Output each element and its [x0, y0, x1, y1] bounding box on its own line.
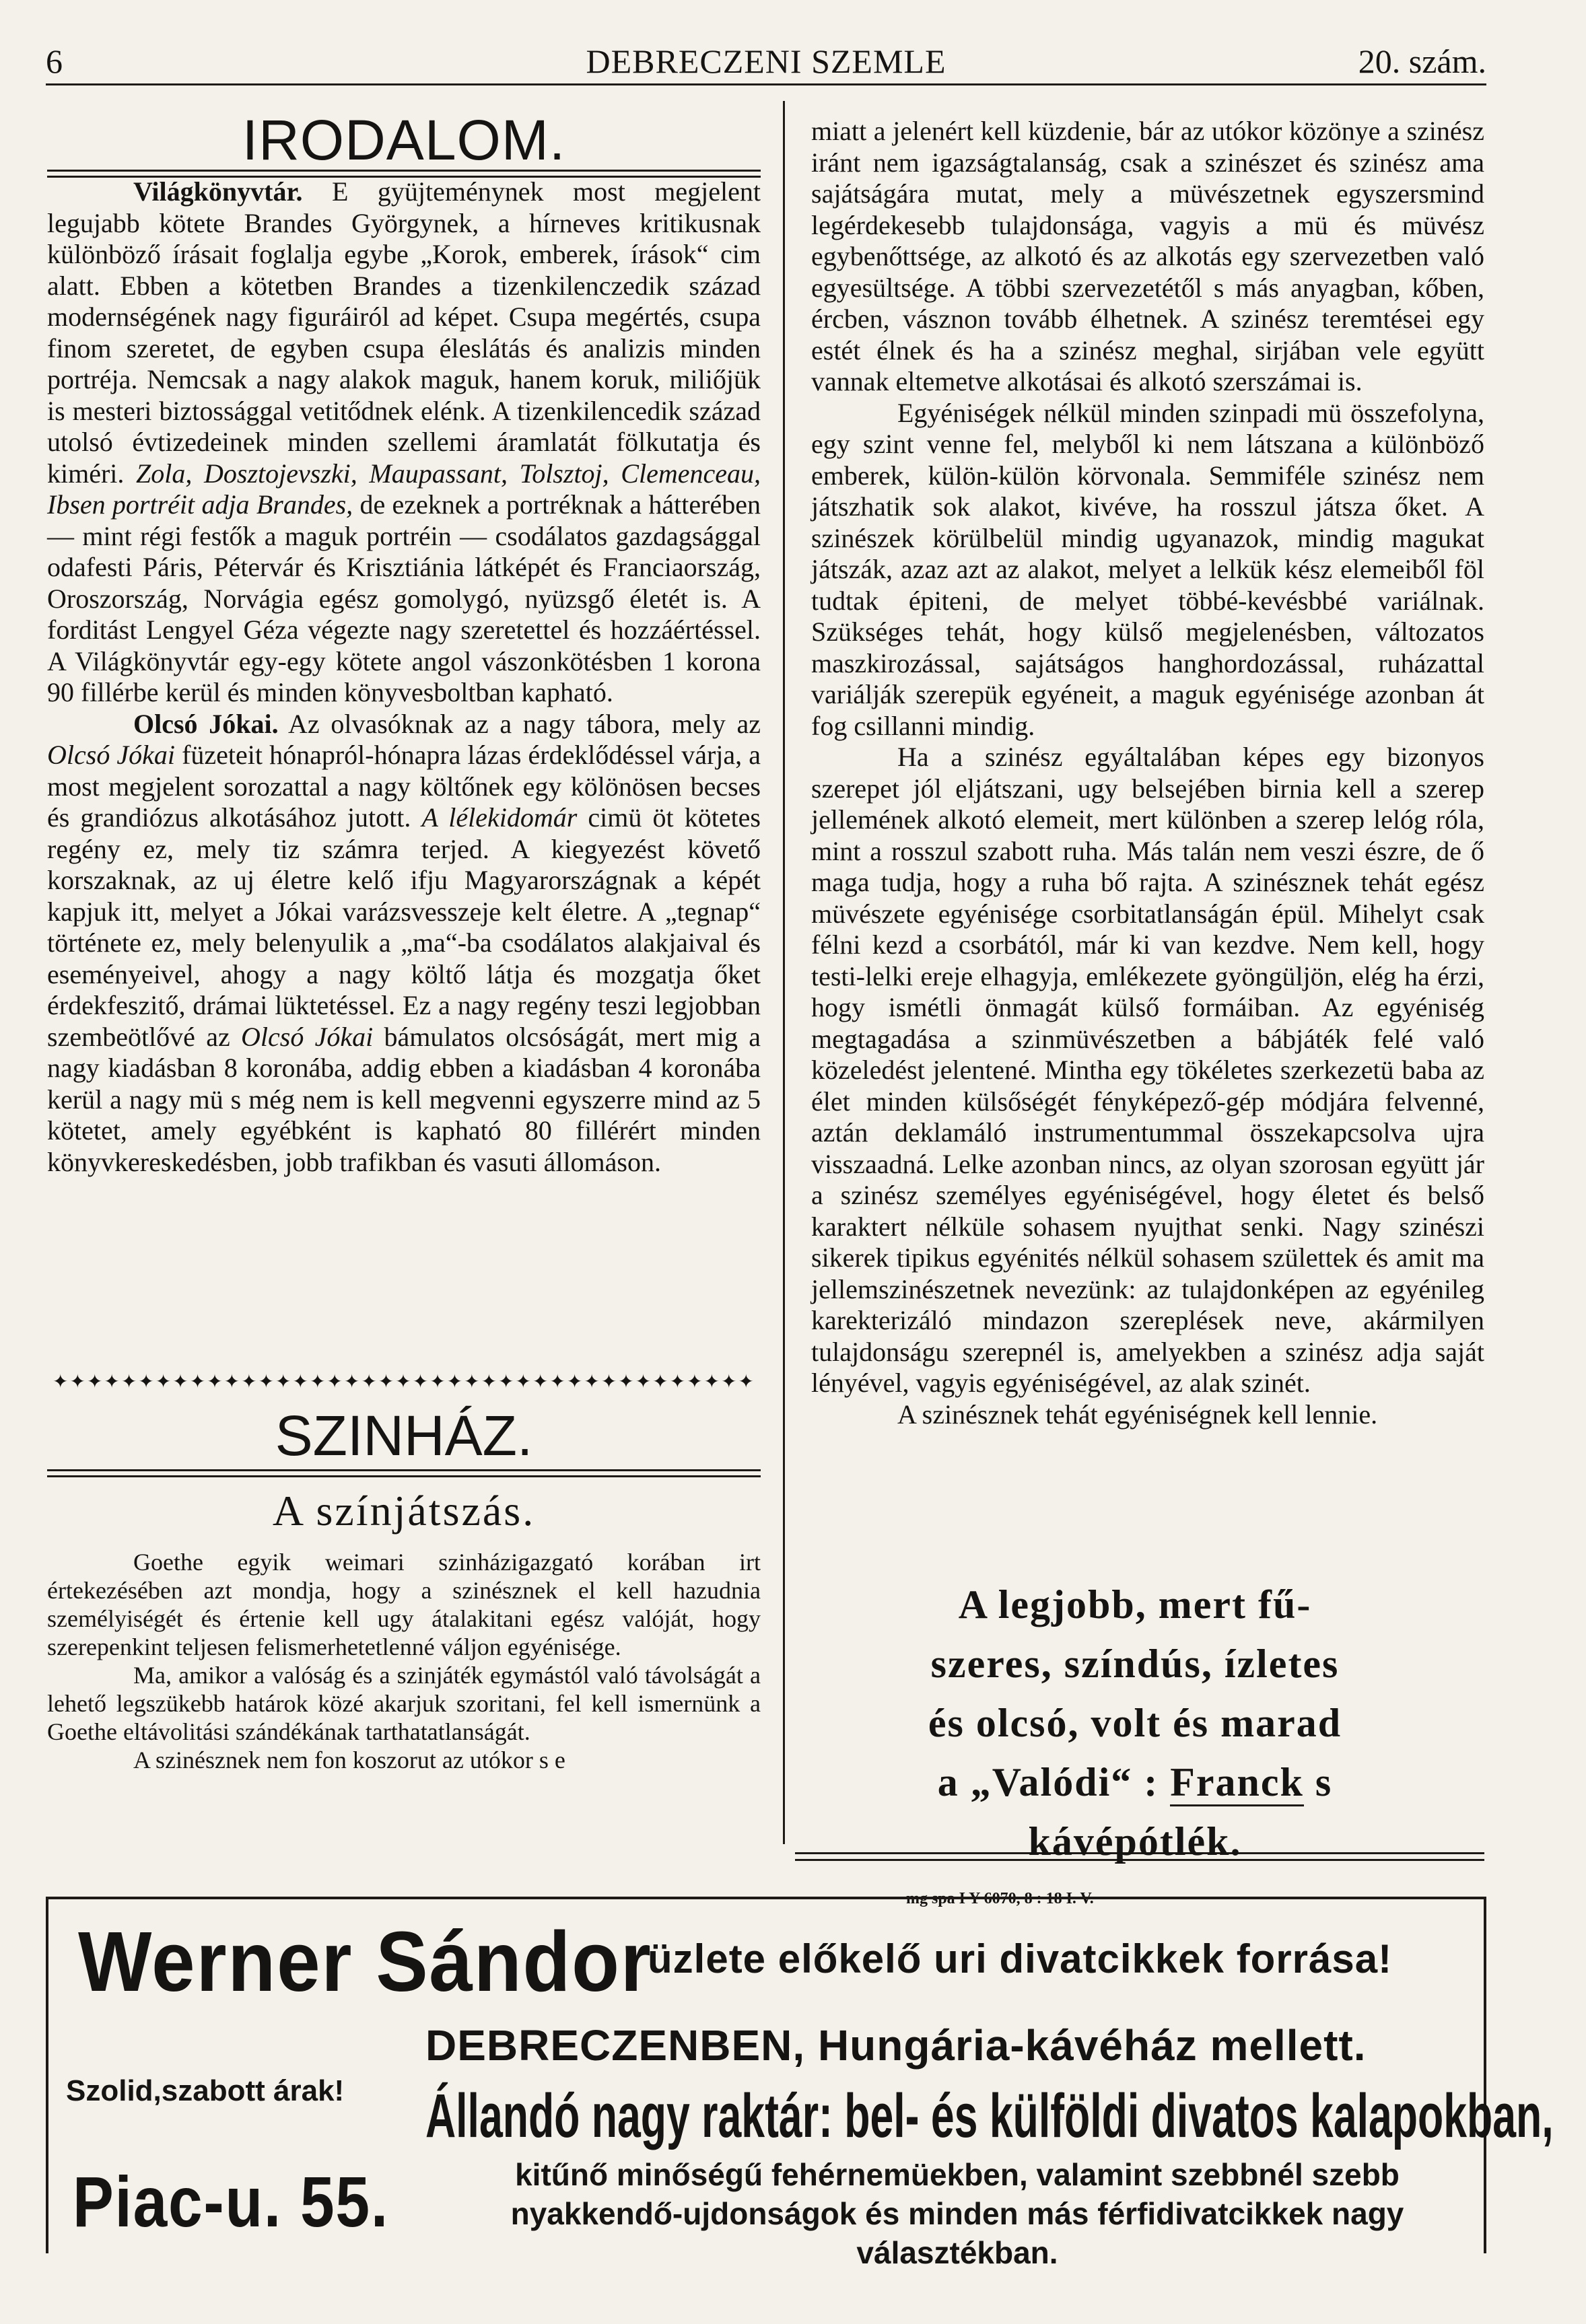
- olcso-italic-2: A lélekidomár: [421, 802, 578, 833]
- olcso-jokai-label: Olcsó Jókai.: [133, 708, 279, 739]
- franck-ad-line-4a: a „Valódi“ :: [937, 1760, 1171, 1804]
- szinjatszas-left-column: [47, 1548, 761, 1774]
- szinjatszas-paragraph-3: A szinésznek nem fon koszorut az utókor s e: [133, 1747, 565, 1773]
- szinhaz-heading: SZINHÁZ.: [275, 1404, 533, 1467]
- werner-prices: Szolid,szabott árak!: [66, 2074, 345, 2107]
- olcso-text-1: Az olvasóknak az a nagy tábora, mely az: [278, 708, 761, 739]
- werner-name: Werner Sándor: [78, 1914, 652, 2009]
- szinjatszas-subheading: A színjátszás.: [272, 1487, 536, 1535]
- publication-title: DEBRECZENI SZEMLE: [586, 42, 946, 80]
- page-number: 6: [46, 42, 63, 80]
- werner-address: Piac-u. 55.: [73, 2162, 389, 2242]
- szinjatszas-right-paragraph-3: Ha a szinész egyáltalában képes egy bizonyos szerepet jól eljátszani, ugy belsejében birnia kell a szerep jellemének alkotó elemeit, mert különben a szerep lelóg róla, mint a rosszul szabott ruha. Más talán nem veszi észre, de ő maga tudja, hogy a ruha bő rajta. A szinésznek tehát egész müvészete egyéniségе csorbitatlanságán épül. Mihelyt csak félni kezd a csorbától, már ki van kezdve. Nem kell, hogy testi-lelki ereje elhagyja, emlékezete gyöngüljön, elég ha érzi, hogy ismétli önmagát külső formáiban. Az egyéniség megtagadása a szinmüvészetben a bábjáték felé való közeledést jelentené. Mintha egy tökéletes szerkezetü baba az élet minden külsőségét fényképező-gép módjára felvenné, aztán deklamáló instrumentummal összekapcsolva ujra visszaadná. Lelke azonban nincs, az olyan szorosan együtt jár a szinész személyes egyéniségével, hogy életet és belső karaktert nélküle sohasem nyujthat senki. Nagy szinészi sikerek tipikus egyénités nélkül sohasem születtek és amit ma jellemszinészetnek nevezünk: az tulajdonképen az egyénileg karekterizáló mindazon szereplések neve, akármilyen tulajdonságu szerepnél is, amelyekben a szinész adja saját lényével, vagyis egyéniségével, az alak szinét.: [811, 742, 1484, 1398]
- vilagkonyvtar-text-1: E gyüjteménynek most megjelent legujabb kötete Brandes Györgynek, a hírneves kritikusnak különböző írásait foglalja egybe „Korok, emberek, írások“ cim alatt. Ebben a kötetben Brandes a tizenkilenczedik század modernségének nagy figuráiról ad képet. Csupa megértés, csupa finom szeretet, de egyben csupa éleslátás és analizis minden portréja. Nemcsak a nagy alakok maguk, hanem koruk, miliőjük is mesteri biztossággal vetitődnek elénk. A tizenkilencedik század utolsó évtizedeinek minden szellemi áramlatát fölkutatja és kiméri.: [47, 176, 761, 489]
- franck-ad-line-1: A legjobb, mert fű-: [958, 1582, 1312, 1627]
- franck-brand: Franck: [1170, 1760, 1304, 1806]
- vilagkonyvtar-text-2: de ezeknek a portréknak a hátterében — mint régi festők a maguk portréin — csodálatos gazdagsággal odafesti Páris, Pétervár és Krisztiánia látképét és Franciaország, Oroszország, Norvágia egész gomolygó, nyüzsgő életét is. A forditást Lengyel Géza végezte nagy szeretettel és hozzáértéssel. A Világkönyvtár egy-egy kötete angol vászonkötésben 1 korona 90 fillérbe kerül és minden könyvesboltban kapható.: [47, 489, 761, 707]
- olcso-text-3: cimü öt kötetes regény ez, mely tiz számra terjed. A kiegyezést követő korszaknak, az uj életre kelő ifju Magyarországnak a képét kapjuk itt, melyet a Jókai varázsvesszeje kelt életre. A „tegnap“ története ez, mely belenyulik a „ma“-ba csodálatos alakjaival és eseményeivel, ahogy a nagy költő látja és mozgatja őket érdekfeszitő, drámai lüktetéssel. Ez a nagy regény teszi legjobban szembeötlővé az: [47, 802, 761, 1052]
- vilagkonyvtar-label: Világkönyvtár.: [133, 176, 303, 207]
- vilagkonyvtar-italic: Zola, Dosztojevszki, Maupassant, Tolsztoj, Clemenceau, Ibsen portréit adja Brandes,: [47, 458, 761, 520]
- werner-stock-line: Állandó nagy raktár: bel- és külföldi divatos kalapokban,: [425, 2082, 1554, 2150]
- werner-shop-line: üzlete előkelő uri divatcikkek forrása!: [648, 1936, 1393, 1981]
- werner-goods-line: kitűnő minőségű fehérnemüekben, valamint szebbnél szebb nyakkendő-ujdonságok és minden más férfidivatcikkek nagy választékban.: [510, 2157, 1404, 2270]
- franck-ad-line-4c: s: [1303, 1760, 1333, 1804]
- franck-ad-note: mg spa I Y 6070, 8 : 18 I. V.: [906, 1890, 1094, 1907]
- werner-city-line: DEBRECZENBEN, Hungária-kávéház mellett.: [425, 2021, 1367, 2070]
- franck-ad-line-5: kávépótlék.: [1028, 1819, 1242, 1864]
- ornamental-divider: ✦✦✦✦✦✦✦✦✦✦✦✦✦✦✦✦✦✦✦✦✦✦✦✦✦✦✦✦✦✦✦✦✦✦✦✦✦✦✦✦✦: [53, 1372, 755, 1393]
- irodalom-heading: IRODALOM.: [242, 108, 566, 172]
- olcso-text-4: bámulatos olcsóságát, mert mig a nagy kiadásban 8 koronába, addig ebben a kiadásban 4 koronába kerül a nagy mü s még nem is kell megvenni egyszerre mind az 5 kötetet, amely egyébként is kapható 80 fillérért minden könyvkereskedésben, jobb trafikban és vasuti állomáson.: [47, 1021, 761, 1177]
- franck-ad-line-4: [852, 1753, 1418, 1812]
- header-rule: [46, 83, 1486, 85]
- franck-advertisement: [852, 1575, 1418, 1908]
- issue-number: 20. szám.: [1358, 42, 1486, 80]
- szinjatszas-paragraph-2: Ma, amikor a valóság és a szinjáték egymástól való távolságát a lehető legszükebb határok közé akarjuk szoritani, fel kell ismernünk a Goethe eltávolitási szándékának tarthatatlanságát.: [47, 1662, 761, 1745]
- franck-ad-line-2: szeres, színdús, ízletes: [930, 1642, 1340, 1686]
- irodalom-column: [47, 176, 761, 1178]
- szinhaz-rule: [47, 1469, 761, 1477]
- franck-ad-line-3: és olcsó, volt és marad: [928, 1701, 1342, 1745]
- olcso-text-2: füzeteit hónapról-hónapra lázas érdeklődéssel várja, a most megjelent sorozattal a nagy költőnek egy kölönösen becses és grandiózus alkotásához jutott.: [47, 740, 761, 833]
- werner-advertisement: [46, 1897, 1554, 2270]
- szinjatszas-right-column: [811, 116, 1484, 1430]
- szinjatszas-right-paragraph-2: Egyéniségek nélkül minden szinpadi mü összefolyna, egy szint venne fel, melyből ki nem látszana a különböző emberek, külön-külön körvonala. Semmiféle szinész nem játszhatik sok alakot, kivéve, ha rosszul játsza őket. A szinészek körülbelül mindig ugyanazok, mindig magukat játszák, azaz azt az alakot, melyet a lelkük kész elemeiből föl tudtak épiteni, de melyet többé-kevésbbé variálnak. Szükséges tehát, hogy külső megjelenésben, változatos maszkirozással, sajátságos hanghordozással, ruházattal variálják szerepük egyéneit, a maguk egyénisége azonban át fog csillanni mindig.: [811, 397, 1484, 741]
- column-divider: [783, 101, 785, 1844]
- olcso-jokai-paragraph: [47, 709, 761, 1178]
- vilagkonyvtar-paragraph: [47, 176, 761, 709]
- szinjatszas-paragraph-1: Goethe egyik weimari szinházigazgató korában irt értekezésében azt mondja, hogy a szinésznek el kell hazudnia személyiségét és értenie kell ugy átalakitani egész valóját, hogy szerepenkint teljesen felismerhetetlenné váljon egyénisége.: [47, 1549, 761, 1660]
- szinjatszas-right-paragraph-4: A szinésznek tehát egyéniségnek kell lennie.: [897, 1399, 1378, 1430]
- olcso-italic-1: Olcsó Jókai: [47, 740, 176, 770]
- olcso-italic-3: Olcsó Jókai: [241, 1021, 374, 1052]
- page-header: [46, 42, 1486, 85]
- szinjatszas-right-paragraph-1: miatt a jelenért kell küzdenie, bár az utókor közönye a szinész iránt nem igazságtalanság, csak a szinészet és szinész ama sajátságára mutat, mely a müvészetnek egyszersmind legérdekesebb tulajdonsága, vagyis a mü és müvész egybenőttsége, az alkotó és az alkotás egy szervezetben való egyesültsége. A többi szervezetétől s más anyagban, kőben, ércben, vásznon tovább élhetnek. A szinész teremtései egy estét élnek és ha a szinész meghal, sirjában vele együtt vannak eltemetve alkotásai és alkotó szerszámai is.: [811, 116, 1484, 396]
